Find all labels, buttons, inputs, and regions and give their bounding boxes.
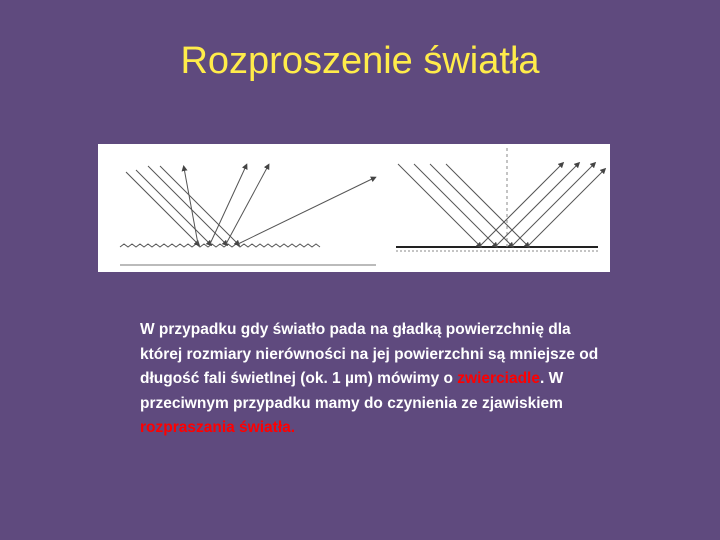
reflected-ray: [512, 164, 594, 246]
reflection-diagram: [98, 144, 610, 272]
incident-ray: [398, 164, 480, 246]
slide-title: Rozproszenie światła: [180, 40, 540, 82]
reflected-ray: [496, 164, 578, 246]
description-paragraph: [140, 318, 610, 441]
incident-ray: [414, 164, 496, 246]
term-mirror: zwierciadle: [457, 370, 540, 387]
diffuse-reflection-panel: [120, 166, 376, 265]
incident-ray: [136, 170, 210, 244]
scattered-ray: [210, 166, 246, 244]
paragraph-text-2: . W przeciwnym przypadku mamy do czynienia ze zjawiskiem: [140, 370, 564, 412]
paragraph-text-1: W przypadku gdy światło pada na gładką powierzchnię dla której rozmiary nierówności na jej powierzchni są mniejsze od długość fali świetlnej (ok. 1 µm) mówimy o: [140, 321, 599, 387]
incident-ray: [430, 164, 512, 246]
scattered-ray: [238, 178, 374, 244]
incident-ray: [446, 164, 528, 246]
reflected-ray: [480, 164, 562, 246]
reflected-ray: [528, 170, 604, 246]
term-scattering: rozpraszania światła.: [140, 419, 296, 436]
rough-surface-line: [120, 244, 320, 247]
specular-reflection-panel: [396, 148, 604, 251]
